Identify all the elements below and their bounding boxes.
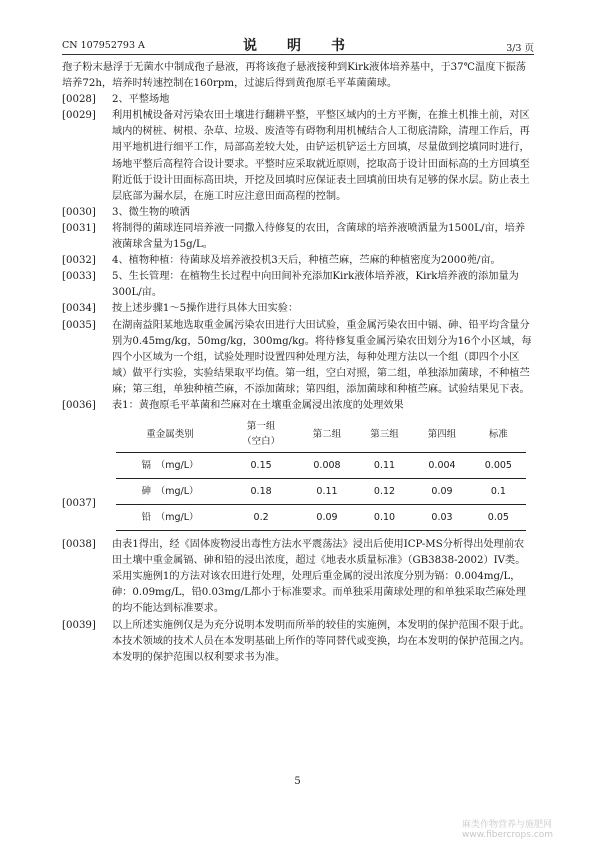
header-cell: 第二组 xyxy=(312,428,342,440)
paragraph xyxy=(62,108,534,205)
table-block xyxy=(62,416,534,531)
document-body xyxy=(62,60,534,666)
paragraph-number: [0033] xyxy=(62,271,96,283)
table-cell: 铅 （mg/L） xyxy=(141,511,199,523)
paragraph-text: 孢子粉末悬浮于无菌水中制成孢子悬液，再将该孢子悬液接种到Kirk液体培养基中，于37℃温度下振荡培养72h，培养时转速控制在160rpm，过滤后得到黄孢原毛平革菌菌球。 xyxy=(62,62,526,90)
paragraph xyxy=(62,537,534,617)
paragraph-text: 按上述步骤1～5操作进行具体大田实验： xyxy=(112,303,299,315)
paragraph xyxy=(62,92,534,108)
page-header xyxy=(62,34,534,52)
document-title: 说 明 书 xyxy=(243,38,353,54)
table-row xyxy=(116,453,526,479)
paragraph-number: [0037] xyxy=(62,498,96,510)
paragraph-number: [0029] xyxy=(62,110,96,122)
table-cell: 0.004 xyxy=(428,459,456,471)
header-cell: 第一组 （空白） xyxy=(242,421,281,448)
table-cell: 0.09 xyxy=(316,511,338,523)
table-cell: 0.008 xyxy=(313,459,341,471)
caption-text: 表1：黄孢原毛平革菌和苎麻对在土壤重金属浸出浓度的处理效果 xyxy=(112,399,404,411)
site-watermark: 麻类作物营养与施肥网 www.fibercrops.com xyxy=(462,820,553,840)
paragraph-number: [0030] xyxy=(62,206,96,218)
paragraph xyxy=(62,221,534,253)
paragraph xyxy=(62,60,534,92)
table-row xyxy=(116,505,526,531)
paragraph-number: [0032] xyxy=(62,255,96,267)
paragraph xyxy=(62,301,534,317)
table-cell: 0.11 xyxy=(316,485,338,497)
header-rule xyxy=(62,54,534,55)
paragraph-number: [0036] xyxy=(62,399,96,411)
table-header-row xyxy=(116,416,526,453)
page-number: 5 xyxy=(294,776,301,787)
table-cell: 0.05 xyxy=(487,511,509,523)
paragraph-text: 2、平整场地 xyxy=(112,94,170,106)
paragraph-text: 以上所述实施例仅是为充分说明本发明而所举的较佳的实施例，本发明的保护范围不限于此。本技术领域的技术人员在本发明基础上所作的等同替代或变换，均在本发明的保护范围之内。本发明的保护范围以权利要求书为准。 xyxy=(112,619,530,663)
header-cell: 重金属类别 xyxy=(146,428,194,440)
paragraph-text: 在湖南益阳某地选取重金属污染农田进行大田试验，重金属污染农田中镉、砷、铅平均含量分别为0.45mg/kg，50mg/kg，300mg/kg。将待修复重金属污染农田划分为16个小区域，每四个小区域为一个组，试验处理时设置四种处理方法，每种处理方法以一个组（即四个小区域）做平行实验，实验结果取平均值。第一组，空白对照，第二组，单独添加菌球，不种植苎麻；第三组，单独种植苎麻，不添加菌球；第四组，添加菌球和种植苎麻。试验结果见下表。 xyxy=(112,319,532,395)
header-cell: 标准 xyxy=(488,428,508,440)
table-caption xyxy=(62,398,534,414)
patent-number: CN 107952793 A xyxy=(62,40,145,51)
paragraph-number: [0034] xyxy=(62,303,96,315)
table-cell: 0.11 xyxy=(373,459,396,471)
table-cell: 0.15 xyxy=(250,459,272,471)
paragraph-number: [0038] xyxy=(62,539,96,551)
table-row xyxy=(116,479,526,505)
paragraph-number: [0039] xyxy=(62,619,96,631)
table-cell: 砷 （mg/L） xyxy=(141,485,199,497)
table-cell: 0.12 xyxy=(373,485,396,497)
paragraph-text: 4、植物种植：待菌球及培养液投机3天后，种植苎麻，苎麻的种植密度为2000蔸/亩。 xyxy=(112,255,501,267)
paragraph-text: 利用机械设备对污染农田土壤进行翻耕平整，平整区域内的土方平衡，在推土机推土前，对区域内的树桩、树根、杂草、垃圾、废渣等有碍物利用机械结合人工彻底清除，清理工作后，再用平地机进行细平工作，局部高差较大处，由铲运机铲运土方回填，尽量做到挖填同时进行，场地平整后高程符合设计要求。平整时应采取就近原则，挖取高于设计田面标高的土方回填至附近低于设计田面标高田块，开挖及回填时应保证表土回填前田块有足够的保水层。防止表土层底部为漏水层，在施工时应注意田面高程的控制。 xyxy=(112,110,530,202)
paragraph-text: 5、生长管理：在植物生长过程中向田间补充添加Kirk液体培养液，Kirk培养液的添加量为300L/亩。 xyxy=(112,271,519,299)
table-cell: 0.2 xyxy=(253,511,269,523)
paragraph-number: [0028] xyxy=(62,94,96,106)
paragraph xyxy=(62,318,534,398)
paragraph xyxy=(62,253,534,269)
page-indicator: 3/3 页 xyxy=(506,43,534,54)
paragraph xyxy=(62,269,534,301)
paragraph-text: 将制得的菌球连同培养液一同撒入待修复的农田，含菌球的培养液喷洒量为1500L/亩，培养液菌球含量为15g/L。 xyxy=(112,222,526,251)
table-cell: 0.18 xyxy=(250,485,272,497)
table-cell: 0.10 xyxy=(373,511,396,523)
paragraph-text: 由表1得出，经《固体废物浸出毒性方法水平震荡法》浸出后使用ICP-MS分析得出处理前农田土壤中重金属镉、砷和铅的浸出浓度，超过《地表水质量标准》（GB3838-2002）IV类。采用实施例1的方法对该农田进行处理，处理后重金属的浸出浓度分别为镉：0.004mg/L，砷：0.09mg/L，铅0.03mg/L都小于标准要求。而单独采用菌球处理的和单独采取苎麻处理的均不能达到标准要求。 xyxy=(112,539,526,615)
table-cell: 0.005 xyxy=(484,459,512,471)
table-cell: 0.1 xyxy=(490,485,506,497)
paragraph xyxy=(62,618,534,666)
paragraph xyxy=(62,205,534,221)
table-cell: 镉 （mg/L） xyxy=(141,459,199,471)
paragraph-text: 3、微生物的喷洒 xyxy=(112,206,190,218)
paragraph-number: [0031] xyxy=(62,222,96,234)
header-cell: 第三组 xyxy=(370,428,399,440)
results-table xyxy=(116,416,526,531)
table-cell: 0.09 xyxy=(431,485,453,497)
header-cell: 第四组 xyxy=(427,428,457,440)
paragraph-number: [0035] xyxy=(62,319,96,331)
table-cell: 0.03 xyxy=(431,511,453,523)
